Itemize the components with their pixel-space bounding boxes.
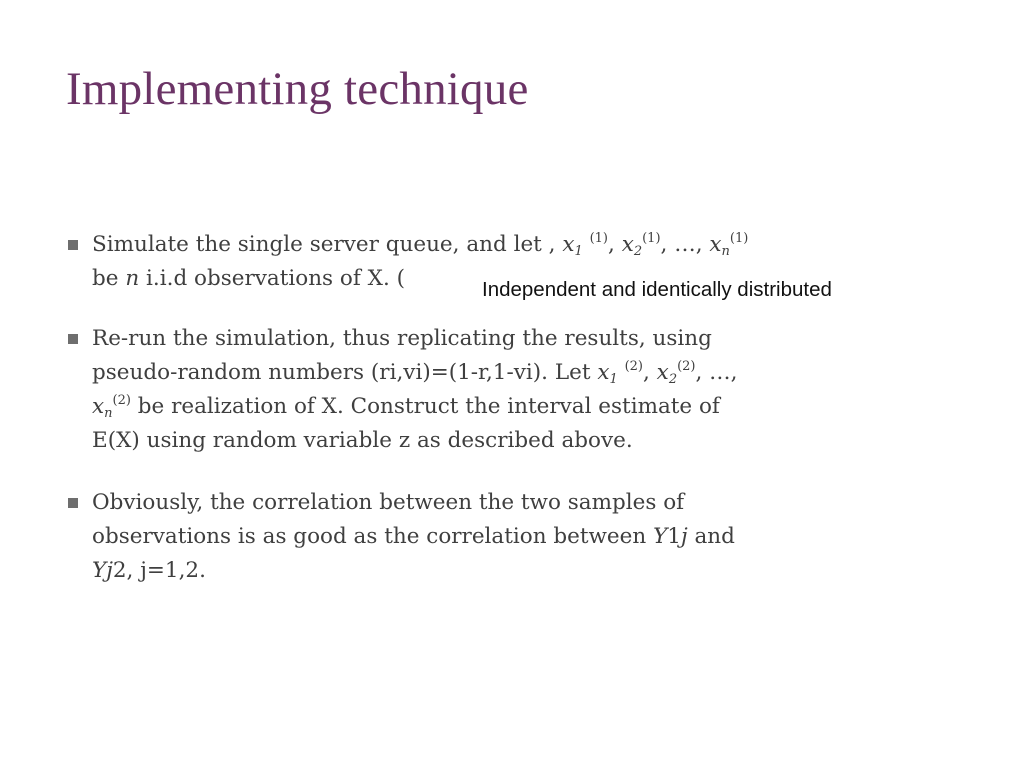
bullet-text: be — [92, 266, 126, 291]
math-variable: x — [562, 232, 575, 257]
math-superscript: (2) — [112, 393, 131, 408]
math-variable: Y — [653, 524, 668, 549]
bullet-text: pseudo-random numbers (ri,vi)=(1-r,1-vi). Let — [92, 360, 598, 385]
bullet-text: i.i.d observations of X. ( — [139, 266, 406, 291]
math-variable: n — [125, 266, 140, 291]
bullet-line — [92, 228, 946, 262]
math-variable: x — [709, 232, 722, 257]
square-bullet-icon — [68, 240, 78, 250]
math-separator: , — [643, 360, 657, 385]
math-separator: , …, — [660, 232, 710, 257]
math-superscript: (1) — [589, 231, 609, 246]
math-separator: , …, — [695, 360, 738, 385]
definition-callout: Independent and identically distributed — [478, 276, 836, 304]
math-superscript: (1) — [642, 231, 661, 246]
math-variable: Yj — [92, 558, 113, 583]
math-subscript: 2 — [668, 372, 678, 387]
bullet-line — [92, 554, 946, 588]
math-superscript: (2) — [624, 359, 643, 374]
slide-title: Implementing technique — [66, 63, 529, 115]
bullet-line — [92, 520, 946, 554]
square-bullet-icon — [68, 498, 78, 508]
math-subscript: n — [721, 244, 730, 259]
bullet-text: Simulate the single server queue, and let , — [92, 232, 563, 257]
math-variable: j — [680, 524, 688, 549]
math-superscript: (2) — [677, 359, 696, 374]
math-subscript: n — [104, 406, 113, 421]
math-variable: x — [92, 394, 105, 419]
square-bullet-icon — [68, 334, 78, 344]
math-variable: x — [656, 360, 669, 385]
bullet-text: be realization of X. Construct the interval estimate of — [130, 394, 720, 419]
math-subscript: 1 — [574, 244, 583, 259]
math-variable: x — [597, 360, 610, 385]
bullet-line: Re-run the simulation, thus replicating the results, using — [92, 326, 712, 351]
math-subscript: 2 — [633, 244, 643, 259]
bullet-line — [92, 390, 946, 424]
math-separator: , — [608, 232, 622, 257]
bullet-item — [66, 486, 946, 588]
bullet-text: 2, j=1,2. — [112, 558, 206, 583]
math-superscript: (1) — [729, 231, 749, 246]
math-subscript: 1 — [609, 372, 618, 387]
bullet-item — [66, 322, 946, 458]
bullet-text: and — [687, 524, 735, 549]
bullet-line — [92, 356, 946, 390]
bullet-text: observations is as good as the correlation between — [92, 524, 654, 549]
bullet-line: Obviously, the correlation between the two samples of — [92, 490, 685, 515]
math-variable: x — [621, 232, 634, 257]
bullet-line: E(X) using random variable z as described above. — [92, 428, 633, 453]
math-index: 1 — [667, 524, 681, 549]
